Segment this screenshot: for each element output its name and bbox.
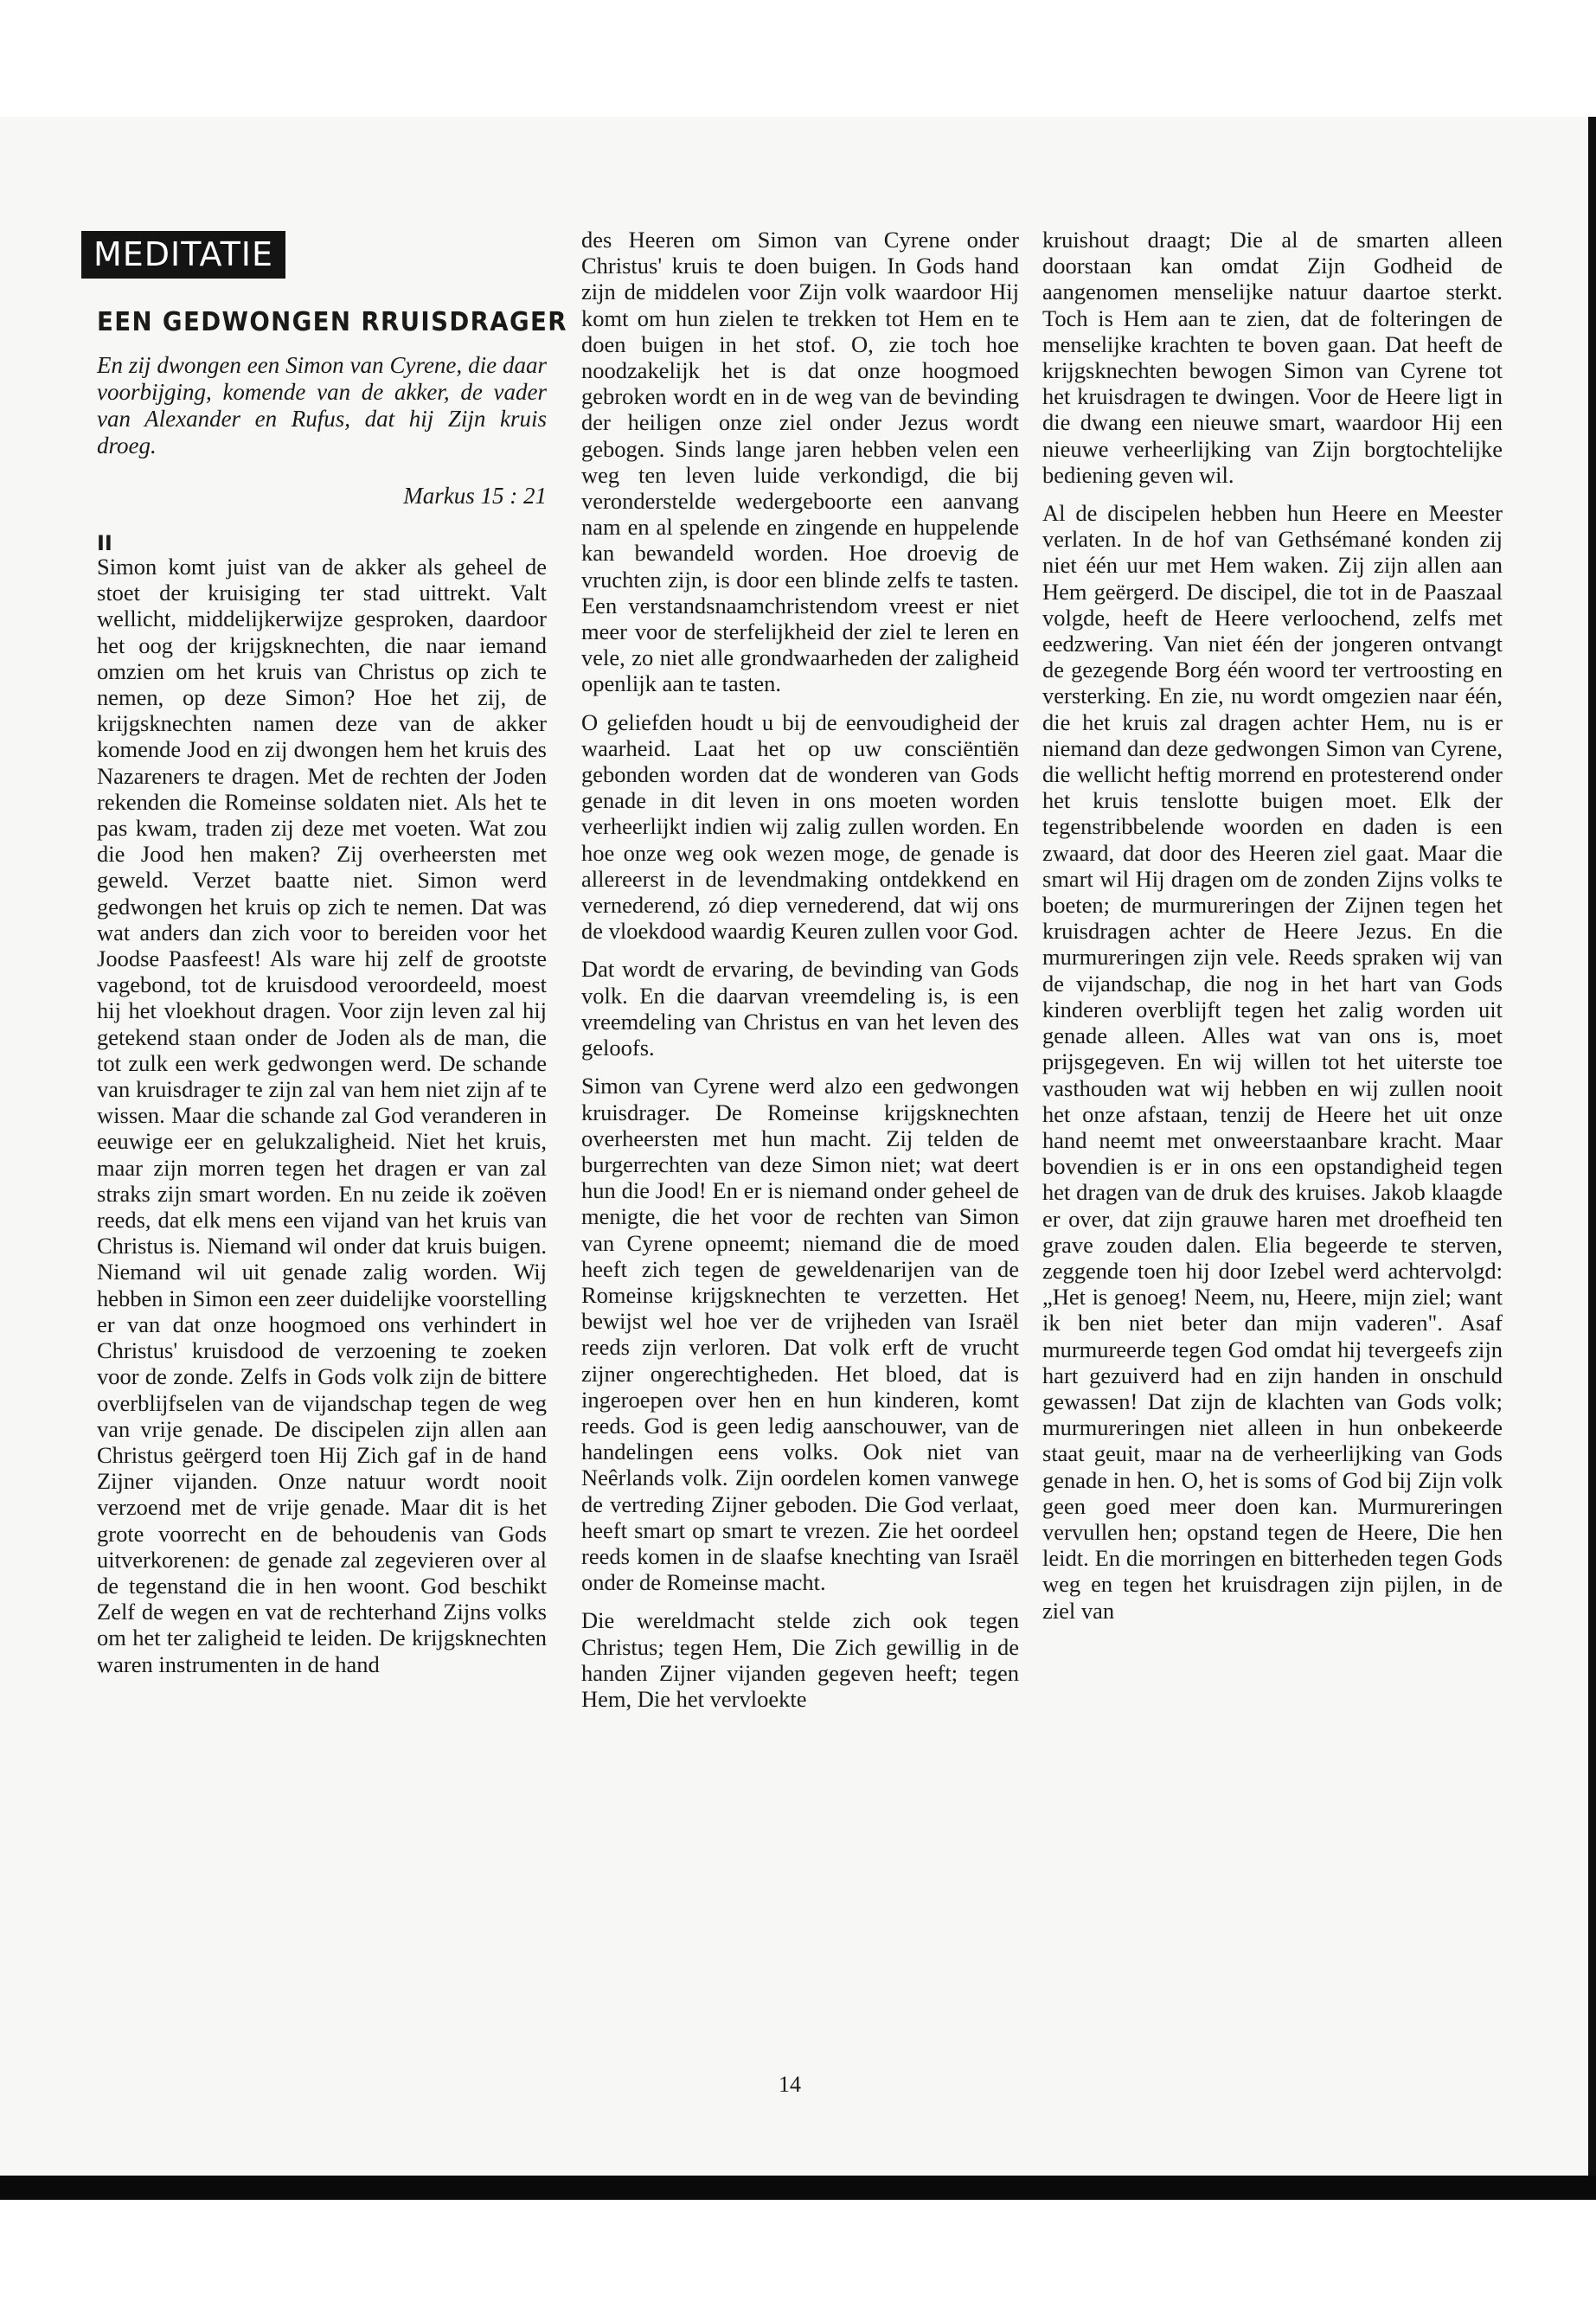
column-3 (1042, 227, 1503, 1636)
scripture-quote: En zij dwongen een Simon van Cyrene, die daar voorbijging, komende van de akker, de vader van Alexander en Rufus, dat hij Zijn kruis droeg. (97, 352, 547, 458)
paragraph: Dat wordt de ervaring, de bevinding van Gods volk. En die daarvan vreemdeling is, is een vreemdeling van Christus en van het leven des geloofs. (581, 956, 1019, 1061)
paragraph: O geliefden houdt u bij de eenvoudigheid der waarheid. Laat het op uw consciëntiën gebonden worden dat de wonderen van Gods genade in dit leven in ons moeten worden verheerlijkt indien wij zalig zullen worden. En hoe onze weg ook wezen moge, de genade is allereerst in de levendmaking ontdekkend en vernederend, zó diep vernederend, dat wij ons de vloekdood waardig Keuren zullen voor God. (581, 708, 1019, 945)
scripture-reference: Markus 15 : 21 (403, 483, 547, 509)
paragraph: des Heeren om Simon van Cyrene onder Christus' kruis te doen buigen. In Gods hand zijn de middelen voor Zijn volk waardoor Hij komt om hun zielen te trekken tot Hem en te doen buigen in het stof. O, zie toch hoe noodzakelijk het is dat onze hoogmoed gebroken wordt en in de weg van de bevinding der heiligen onze ziel onder Jezus wordt gebogen. Sinds lange jaren hebben velen een weg ten leven luide verkondigd, die bij veronderstelde wedergeboorte een aanvang nam en al spelende en zingende en huppelende kan bewandeld worden. Hoe droevig de vruchten zijn, is door een blinde zelfs te tasten. Een verstandsnaamchristendom vreest er niet meer voor de sterfelijkheid der ziel te leren en vele, zo niet alle grondwaarheden der zaligheid openlijk aan te tasten. (581, 227, 1019, 697)
paragraph: Die wereldmacht stelde zich ook tegen Christus; tegen Hem, Die Zich gewillig in de handen Zijner vijanden gegeven heeft; tegen Hem, Die het vervloekte (581, 1607, 1019, 1712)
paragraph: Simon komt juist van de akker als geheel de stoet der kruisiging ter stad uittrekt. Valt wellicht, middelijkerwijze gesproken, daardoor het oog der krijgsknechten, die naar iemand omzien om het kruis van Christus op zich te nemen, op deze Simon? Hoe het zij, de krijgsknechten namen deze van de akker komende Jood en zij dwongen hem het kruis des Nazareners te dragen. Met de rechten der Joden rekenden die Romeinse soldaten niet. Als het te pas kwam, traden zij deze met voeten. Wat zou die Jood hen maken? Zij overheersten met geweld. Verzet baatte niet. Simon werd gedwongen het kruis op zich te nemen. Dat was wat anders dan zich voor to bereiden voor het Joodse Paasfeest! Als ware hij zelf de grootste vagebond, tot de kruisdood veroordeeld, moest hij het vloekhout dragen. Voor zijn leven zal hij getekend staan onder de Joden als de man, die tot zulk een werk gedwongen werd. De schande van kruisdrager te zijn zal van hem niet zijn af te wissen. Maar die schande zal God veranderen in eeuwige eer en gelukzaligheid. Niet het kruis, maar zijn morren tegen het dragen er van zal straks zijn smart worden. En nu zeide ik zoëven reeds, dat elk mens een vijand van het kruis van Christus is. Niemand wil onder dat kruis buigen. Niemand wil uit genade zalig worden. Wij hebben in Simon een zeer duidelijke voorstelling er van dat onze hoogmoed ons verhindert in Christus' kruisdood de verzoening te zoeken voor de zonde. Zelfs in Gods volk zijn de bittere overblijfselen van de vijandschap tegen de weg van vrije genade. De discipelen zijn allen aan Christus geërgerd toen Hij Zich gaf in de hand Zijner vijanden. Onze natuur wordt nooit verzoend met de vrije genade. Maar dit is het grote voorrecht en de behoudenis van Gods uitverkorenen: de genade zal zegevieren over al de tegenstand die in hen woont. God beschikt Zelf de wegen en vat de rechterhand Zijns volks om het ter zaligheid te leiden. De krijgsknechten waren instrumenten in de hand (97, 554, 547, 1677)
section-marker: II (97, 531, 112, 555)
column-2 (581, 227, 1019, 1724)
article-title: EEN GEDWONGEN RRUISDRAGER (97, 307, 567, 337)
paragraph: Al de discipelen hebben hun Heere en Meester verlaten. In de hof van Gethsémané konden zij niet één uur met Hem waken. Zij zijn allen aan Hem geërgerd. De discipel, die tot in de Paaszaal volgde, heeft de Heere verloochend, zelfs met eedzwering. Van niet één der jongeren ontvangt de gezegende Borg één woord ter vertroosting en versterking. En zie, nu wordt omgezien naar één, die het kruis zal dragen achter Hem, nu is er niemand dan deze gedwongen Simon van Cyrene, die wellicht heftig morrend en protesterend onder het kruis tenslotte buigen moet. Elk der tegenstribbelende woorden en daden is een zwaard, dat door des Heeren ziel gaat. Maar die smart wil Hij dragen om de zonden Zijns volks te boeten; de murmureringen der Zijnen tegen het kruisdragen achter de Heere Jezus. En die murmureringen zijn vele. Reeds spraken wij van de vijandschap, die nog in het hart van Gods kinderen overblijft tegen het zalig worden uit genade alleen. Alles wat van ons is, moet prijsgegeven. En wij willen tot het uiterste toe vasthouden wat wij hebben en wij zullen nooit het onze afstaan, tenzij de Heere het uit onze hand neemt met onweerstaanbare kracht. Maar bovendien is er in ons een opstandigheid tegen het dragen van de druk des kruises. Jakob klaagde er over, dat zijn grauwe haren met droefheid ten grave zouden dalen. Elia begeerde te sterven, zeggende toen hij door Izebel werd achtervolgd: „Het is genoeg! Neem, nu, Heere, mijn ziel; want ik ben niet beter dan mijn vaderen". Asaf murmureerde tegen God omdat hij tevergeefs zijn hart gezuiverd had en zijn handen in onschuld gewassen! Dat zijn de klachten van Gods volk; murmureringen niet alleen in hun onbekeerde staat geuit, maar na de verheerlijking van Gods genade in hen. O, het is soms of God bij Zijn volk geen goed meer doen kan. Murmureringen vervullen hen; opstand tegen de Heere, Die hen leidt. En die morringen en bitterheden tegen Gods weg en tegen het kruisdragen zijn pijlen, in de ziel van (1042, 500, 1503, 1624)
paragraph: kruishout draagt; Die al de smarten alleen doorstaan kan omdat Zijn Godheid de aangenomen menselijke natuur daartoe sterkt. Toch is Hem aan te zien, dat de folteringen de menselijke krachten te boven gaan. Dat heeft de krijgsknechten bewogen Simon van Cyrene tot het kruisdragen te dwingen. Voor de Heere ligt in die dwang een nieuwe smart, waardoor Hij een nieuwe verheerlijking van Zijn borgtochtelijke bediening geven wil. (1042, 227, 1503, 488)
scan-border (0, 2176, 1596, 2200)
section-badge: MEDITATIE (81, 231, 285, 279)
page-edge (1588, 117, 1596, 2176)
column-1 (97, 554, 547, 1689)
paragraph: Simon van Cyrene werd alzo een gedwongen kruisdrager. De Romeinse krijgsknechten overheersten met hun macht. Zij telden de burgerrechten van deze Simon niet; wat deert hun die Jood! En er is niemand onder geheel de menigte, die het voor de rechten van Simon van Cyrene opneemt; niemand die de moed heeft zich tegen de geweldenarijen van de Romeinse krijgsknechten te verzetten. Het bewijst wel hoe ver de vrijheden van Israël reeds zijn verloren. Dat volk erft de vrucht zijner ongerechtigheden. Het bloed, dat is ingeroepen over hen en hun kinderen, komt reeds. God is geen ledig aanschouwer, van de handelingen eens volks. Ook niet van Neêrlands volk. Zijn oordelen komen vanwege de vertreding Zijner geboden. Die God verlaat, heeft smart op smart te vrezen. Zie het oordeel reeds komen in de slaafse knechting van Israël onder de Romeinse macht. (581, 1073, 1019, 1596)
page-number: 14 (779, 2072, 801, 2097)
